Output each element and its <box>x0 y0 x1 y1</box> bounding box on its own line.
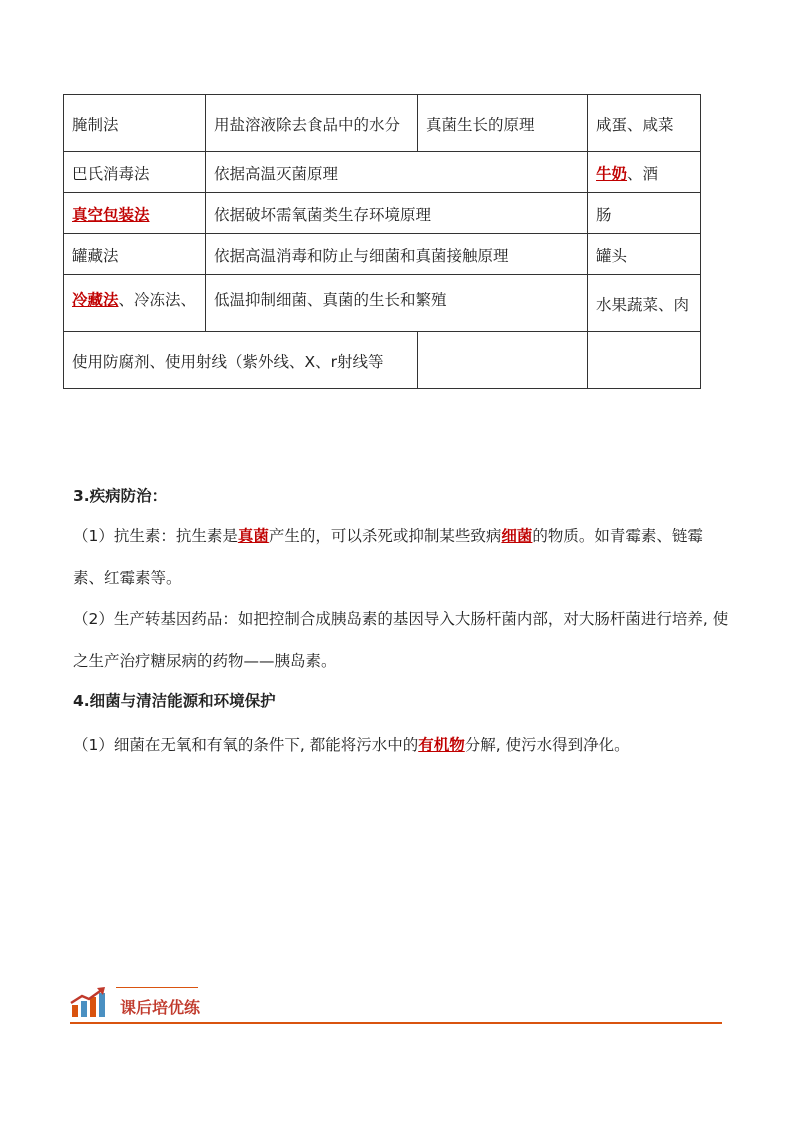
answer-text: 真菌 <box>237 527 269 545</box>
paragraph-text: 分解, 使污水得到净化。 <box>464 736 630 754</box>
paragraph-text: （1）细菌在无氧和有氧的条件下, 都能将污水中的 <box>73 736 419 754</box>
principle-cell: 低温抑制细菌、真菌的生长和繁殖 <box>206 275 588 332</box>
preservation-table <box>63 94 701 389</box>
paragraph-text: 的物质。如青霉素、链霉素、红霉素等。 <box>73 527 703 587</box>
method-text: 、冷冻法、 <box>118 291 197 309</box>
example-cell: 罐头 <box>588 234 701 275</box>
extra-cell: 真菌生长的原理 <box>418 95 588 152</box>
empty-cell <box>418 332 588 389</box>
method-cell: 腌制法 <box>64 95 206 152</box>
footer-divider-short <box>116 987 198 988</box>
section3-paragraph2: （2）生产转基因药品：如把控制合成胰岛素的基因导入大肠杆菌内部，对大肠杆菌进行培养, 使之生产治疗糖尿病的药物——胰岛素。 <box>73 610 729 670</box>
method-cell: 罐藏法 <box>64 234 206 275</box>
table-row <box>64 193 701 234</box>
table-row <box>64 95 701 152</box>
section4-heading: 4.细菌与清洁能源和环境保护 <box>73 692 276 710</box>
answer-text: 真空包装法 <box>72 206 150 224</box>
answer-text: 细菌 <box>501 527 533 545</box>
table-row <box>64 332 701 389</box>
table-row <box>64 275 701 332</box>
method-cell <box>64 193 206 234</box>
example-cell: 肠 <box>588 193 701 234</box>
table-row <box>64 152 701 193</box>
principle-cell: 依据破坏需氧菌类生存环境原理 <box>206 193 588 234</box>
answer-text: 牛奶 <box>596 165 628 183</box>
paragraph-text: （1）抗生素：抗生素是 <box>73 527 238 545</box>
footer-title: 课后培优练 <box>120 998 201 1017</box>
example-text: 、酒 <box>627 165 659 183</box>
answer-text: 有机物 <box>418 736 465 754</box>
table-row <box>64 234 701 275</box>
answer-text: 冷藏法 <box>72 291 119 309</box>
principle-cell: 依据高温灭菌原理 <box>206 152 588 193</box>
method-cell <box>64 275 206 332</box>
section3-heading: 3.疾病防治： <box>73 487 168 505</box>
footer-divider <box>70 1022 722 1024</box>
method-cell: 巴氏消毒法 <box>64 152 206 193</box>
section4-paragraph1 <box>73 724 753 766</box>
example-cell: 水果蔬菜、肉 <box>588 275 701 332</box>
principle-cell: 用盐溶液除去食品中的水分 <box>206 95 418 152</box>
method-cell: 使用防腐剂、使用射线（紫外线、X、r射线等 <box>64 332 418 389</box>
example-cell <box>588 152 701 193</box>
example-cell <box>588 332 701 389</box>
paragraph-text: 产生的，可以杀死或抑制某些致病 <box>268 527 502 545</box>
chart-growth-icon <box>70 987 106 1019</box>
principle-cell: 依据高温消毒和防止与细菌和真菌接触原理 <box>206 234 588 275</box>
section3-paragraph1 <box>73 515 733 599</box>
example-cell: 咸蛋、咸菜 <box>588 95 701 152</box>
